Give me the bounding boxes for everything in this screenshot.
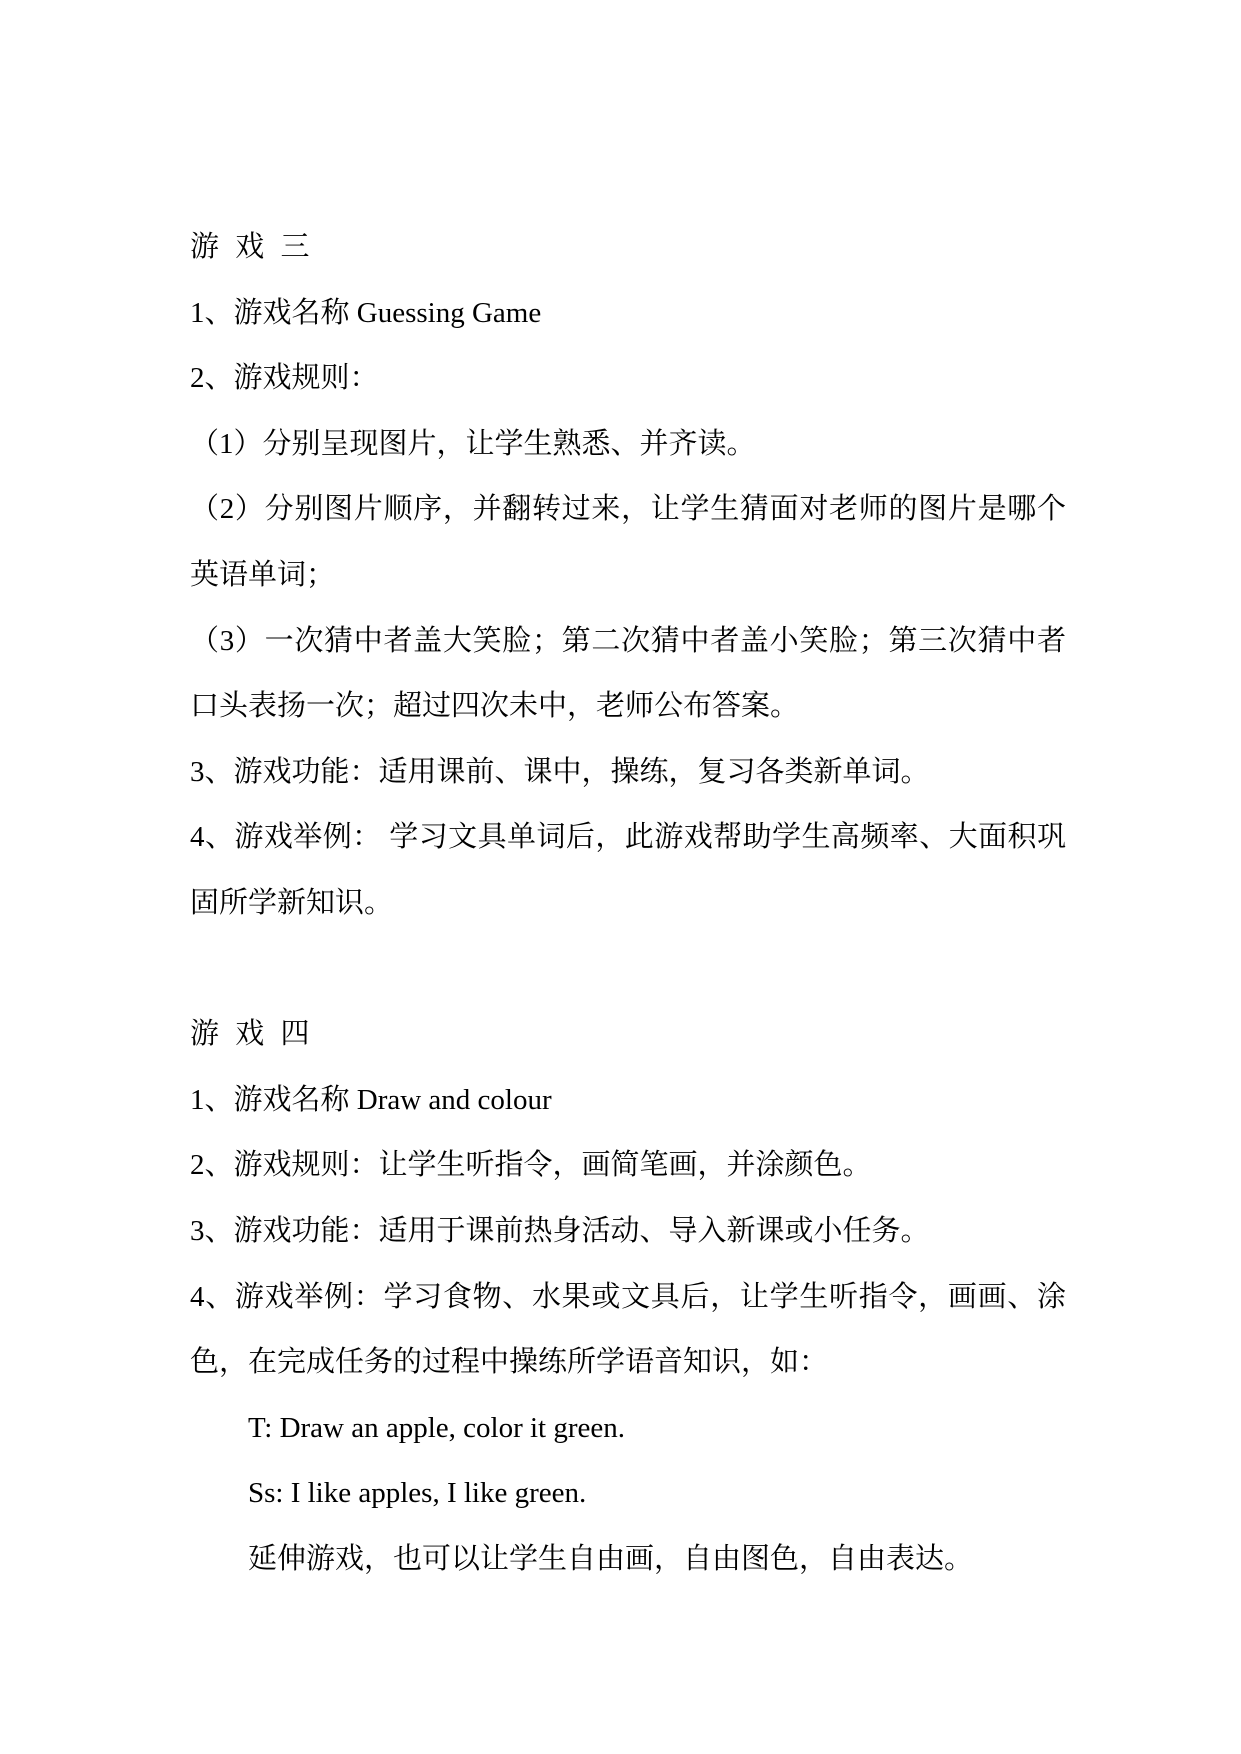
game-function: 3、游戏功能：适用于课前热身活动、导入新课或小任务。 [190,1214,930,1247]
game-name: 1、游戏名称 Draw and colour [190,1083,552,1116]
rule-item-1: （1）分别呈现图片，让学生熟悉、并齐读。 [190,427,756,460]
section-spacer [190,937,1241,1003]
game-function: 3、游戏功能：适用课前、课中，操练，复习各类新单词。 [190,755,930,788]
rule-item-2-continued: 英语单词； [190,558,336,591]
teacher-dialogue-line: T: Draw an apple, color it green. [248,1411,626,1444]
game-example: 4、游戏举例：学习食物、水果或文具后，让学生听指令，画画、涂 [190,1280,1066,1313]
rule-item-2: （2）分别图片顺序，并翻转过来，让学生猜面对老师的图片是哪个 [190,493,1066,526]
game-name: 1、游戏名称 Guessing Game [190,296,542,329]
game-example: 4、游戏举例： 学习文具单词后，此游戏帮助学生高频率、大面积巩 [190,821,1066,854]
game-rules-label: 2、游戏规则： [190,362,379,395]
rule-item-3: （3）一次猜中者盖大笑脸；第二次猜中者盖小笑脸；第三次猜中者 [190,624,1066,657]
game-example-continued: 色，在完成任务的过程中操练所学语音知识，如： [190,1346,829,1379]
students-dialogue-line: Ss: I like apples, I like green. [248,1477,587,1510]
game-example-continued: 固所学新知识。 [190,886,394,919]
extension-note: 延伸游戏，也可以让学生自由画，自由图色，自由表达。 [248,1542,974,1575]
section-heading: 游 戏 三 [190,231,310,263]
game-section-four [190,1002,1066,1592]
game-section-three [190,215,1066,937]
game-rules: 2、游戏规则：让学生听指令，画简笔画，并涂颜色。 [190,1149,872,1182]
section-heading: 游 戏 四 [190,1018,310,1051]
rule-item-3-continued: 口头表扬一次；超过四次未中，老师公布答案。 [190,690,800,723]
